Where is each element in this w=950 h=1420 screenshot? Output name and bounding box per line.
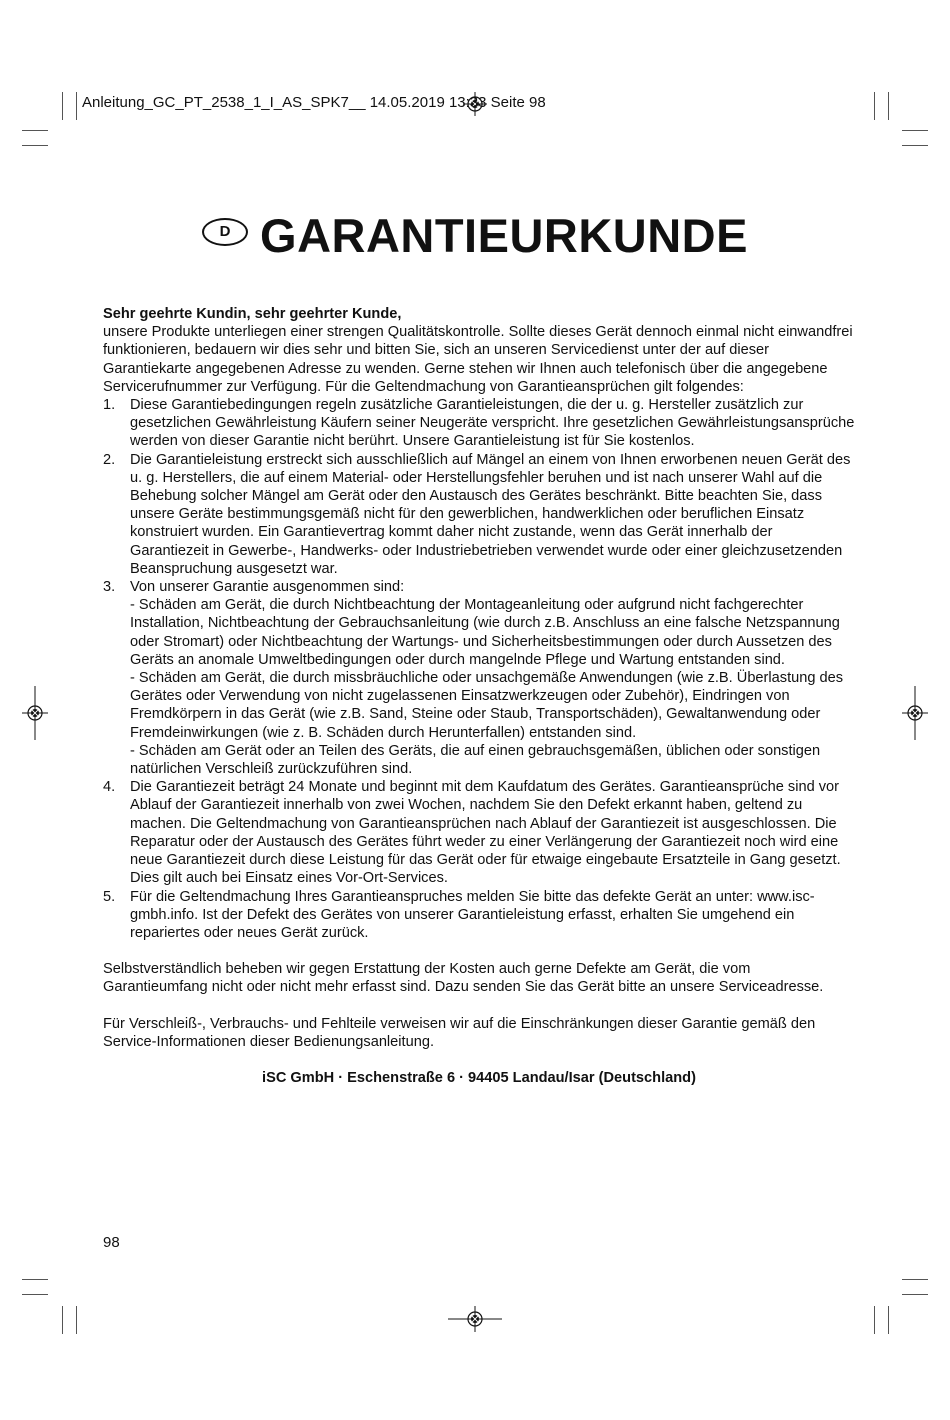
list-item-text: Diese Garantiebedingungen regeln zusätzliche Garantieleistungen, die der u. g. Hersteller zusätzlich zur gesetzlichen Gewährleistung Käufern seiner Neugeräte verspricht. Ihre gesetzlichen Gewährleistungsansprüche werden von dieser Garantie nicht berührt. Unsere Garantieleistung ist für Sie kostenlos.	[130, 397, 855, 450]
crop-mark	[902, 130, 928, 131]
list-item-number: 3.	[103, 579, 116, 596]
crop-mark	[902, 1279, 928, 1280]
page-title: GARANTIEURKUNDE	[260, 209, 748, 262]
crop-mark	[22, 145, 48, 146]
crop-mark	[874, 1306, 875, 1334]
intro-paragraph: unsere Produkte unterliegen einer strengen Qualitätskontrolle. Sollte dieses Gerät dennoch einmal nicht einwandfrei funktionieren, bedauern wir dies sehr und bitten Sie, sich an unseren Servicedienst unter der auf dieser Garantiekarte angegebenen Adresse zu wenden. Gerne stehen wir Ihnen auch telefonisch über die angegebene Servicerufnummer zur Verfügung. Für die Geltendmachung von Garantieansprüchen gilt folgendes:	[103, 324, 853, 395]
warranty-text	[103, 305, 855, 1087]
list-item-text: Die Garantieleistung erstreckt sich ausschließlich auf Mängel an einem von Ihnen erworbenen neuen Gerät des u. g. Herstellers, die auf einem Material- oder Herstellungsfehler beruhen und ist nach unserer Wahl auf die Behebung solcher Mängel am Gerät oder den Austausch des Gerätes beschränkt. Bitte beachten Sie, dass unsere Geräte bestimmungsgemäß nicht für den gewerblichen, handwerklichen oder beruflichen Einsatz konstruiert wurden. Ein Garantievertrag kommt daher nicht zustande, wenn das Gerät innerhalb der Garantiezeit in Gewerbe-, Handwerks- oder Industriebetrieben verwendet wurde oder einer gleichzusetzenden Beanspruchung ausgesetzt war.	[130, 451, 851, 577]
closing-paragraph: Für Verschleiß-, Verbrauchs- und Fehlteile verweisen wir auf die Einschränkungen dieser Garantie gemäß den Service-Informationen dieser Bedienungsanleitung.	[103, 1015, 816, 1050]
list-item-number: 1.	[103, 397, 116, 414]
crop-mark	[62, 1306, 63, 1334]
crop-mark	[22, 130, 48, 131]
crop-mark	[22, 1279, 48, 1280]
list-item	[103, 396, 855, 451]
print-slug: Anleitung_GC_PT_2538_1_I_AS_SPK7__ 14.05.2019 13:33 Seite 98	[82, 94, 546, 111]
list-item-text: - Schäden am Gerät oder an Teilen des Geräts, die auf einen gebrauchsgemäßen, üblichen oder sonstigen natürlichen Verschleiß zurückzuführen sind.	[130, 742, 821, 778]
crop-mark	[76, 1306, 77, 1334]
company-address: iSC GmbH · Eschenstraße 6 · 94405 Landau/Isar (Deutschland)	[262, 1069, 696, 1086]
crop-mark	[888, 1306, 889, 1334]
crop-mark	[888, 92, 889, 120]
crop-mark	[902, 145, 928, 146]
language-badge: D	[202, 218, 248, 246]
list-item	[103, 578, 855, 778]
crop-mark	[22, 1294, 48, 1295]
registration-mark-icon	[22, 686, 48, 740]
list-item	[103, 451, 855, 578]
crop-mark	[62, 92, 63, 120]
crop-mark	[76, 92, 77, 120]
crop-mark	[874, 92, 875, 120]
list-item-text: Von unserer Garantie ausgenommen sind:	[130, 579, 405, 596]
list-item-number: 5.	[103, 888, 116, 905]
registration-mark-icon	[448, 1306, 502, 1332]
salutation: Sehr geehrte Kundin, sehr geehrter Kunde,	[103, 306, 402, 322]
closing-paragraph: Selbstverständlich beheben wir gegen Erstattung der Kosten auch gerne Defekte am Gerät, die vom Garantieumfang nicht oder nicht mehr erfasst sind. Dazu senden Sie das Gerät bitte an unsere Serviceadresse.	[103, 961, 824, 996]
title-row	[0, 208, 950, 263]
list-item-text: - Schäden am Gerät, die durch Nichtbeachtung der Montageanleitung oder aufgrund nicht fachgerechter Installation, Nichtbeachtung der Gebrauchsanleitung (wie durch z.B. Anschluss an eine falsche Netzspannung oder Stromart) oder Nichtbeachtung der Wartungs- und Sicherheitsbestimmungen oder durch Aussetzen des Geräts an anomale Umweltbedingungen oder durch mangelnde Pflege und Wartung entstanden sind.	[130, 597, 840, 668]
list-item-text: - Schäden am Gerät, die durch missbräuchliche oder unsachgemäße Anwendungen (wie z.B. Überlastung des Gerätes oder Verwendung von nicht zugelassenen Einsatzwerkzeugen oder Zubehör), Eindringen von Fremdkörpern in das Gerät (wie z.B. Sand, Steine oder Staub, Transportschäden), Gewaltanwendung oder Fremdeinwirkungen (wie z. B. Schäden durch Herunterfallen) entstanden sind.	[130, 670, 844, 741]
list-item-text: Die Garantiezeit beträgt 24 Monate und beginnt mit dem Kaufdatum des Gerätes. Garantieansprüche sind vor Ablauf der Garantiezeit innerhalb von zwei Wochen, nachdem Sie den Defekt erkannt haben, geltend zu machen. Die Geltendmachung von Garantieansprüchen nach Ablauf der Garantiezeit ist ausgeschlossen. Die Reparatur oder der Austausch des Gerätes führt weder zu einer Verlängerung der Garantiezeit noch wird eine neue Garantiezeit durch diese Leistung für das Gerät oder für etwaige eingebaute Ersatzteile in Gang gesetzt. Dies gilt auch bei Einsatz eines Vor-Ort-Services.	[130, 779, 841, 887]
page-number: 98	[103, 1234, 120, 1251]
list-item	[103, 778, 855, 887]
crop-mark	[902, 1294, 928, 1295]
list-item	[103, 888, 855, 943]
list-item-text: Für die Geltendmachung Ihres Garantieanspruches melden Sie bitte das defekte Gerät an unter: www.isc-gmbh.info. Ist der Defekt des Gerätes von unserer Garantieleistung erfasst, erhalten Sie umgehend ein repariertes oder neues Gerät zurück.	[130, 888, 815, 941]
registration-mark-icon	[902, 686, 928, 740]
warranty-conditions-list	[103, 396, 855, 942]
list-item-number: 4.	[103, 779, 116, 796]
list-item-number: 2.	[103, 451, 116, 468]
